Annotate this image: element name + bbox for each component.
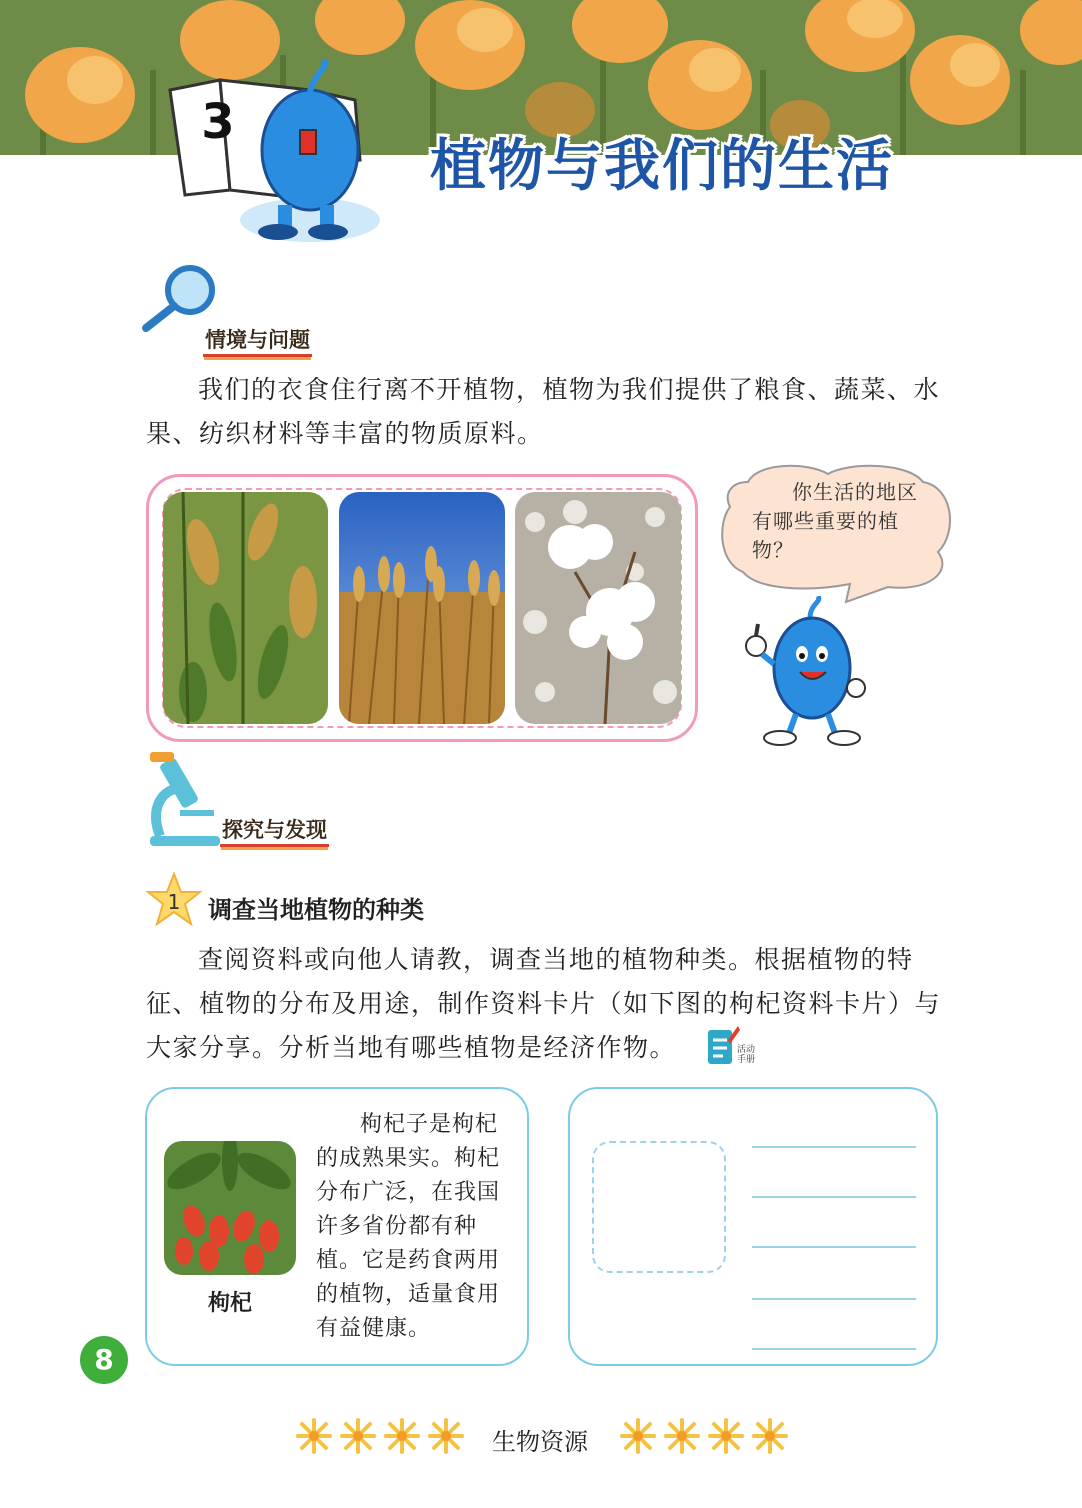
wheat-photo bbox=[339, 492, 505, 724]
intro-paragraph: 我们的衣食住行离不开植物，植物为我们提供了粮食、蔬菜、水果、纺织材料等丰富的物质原料。 bbox=[146, 375, 941, 448]
section-label-explore: 探究与发现 bbox=[220, 814, 329, 847]
speech-bubble-text: 你生活的地区有哪些重要的植物？ bbox=[752, 480, 918, 562]
chapter-number: 3 bbox=[201, 94, 235, 150]
blank-writing-line bbox=[752, 1196, 916, 1198]
flower-icon bbox=[340, 1418, 376, 1454]
section-label-context: 情境与问题 bbox=[203, 324, 312, 357]
blank-writing-line bbox=[752, 1146, 916, 1148]
flower-icon bbox=[664, 1418, 700, 1454]
flower-icon bbox=[384, 1418, 420, 1454]
book-title: 生物资源 bbox=[492, 1428, 588, 1456]
blank-writing-line bbox=[752, 1298, 916, 1300]
mascot-pointing-icon bbox=[740, 596, 870, 748]
chapter-title: 植物与我们的生活 bbox=[430, 134, 894, 199]
cotton-photo bbox=[515, 492, 681, 724]
blank-photo-placeholder bbox=[592, 1141, 726, 1273]
soybean-photo bbox=[163, 492, 328, 724]
goji-caption: 枸杞 bbox=[207, 1291, 252, 1316]
microscope-icon bbox=[140, 750, 230, 850]
activity-handbook-label: 活动手册 bbox=[737, 1045, 756, 1065]
activity-handbook-icon[interactable] bbox=[706, 1022, 740, 1066]
flower-icon bbox=[428, 1418, 464, 1454]
goji-description: 枸杞子是枸杞的成熟果实。枸杞分布广泛，在我国许多省份都有种植。它是药食两用的植物，适量食用有益健康。 bbox=[316, 1112, 501, 1341]
goji-photo bbox=[164, 1141, 296, 1275]
task-paragraph: 查阅资料或向他人请教，调查当地的植物种类。根据植物的特征、植物的分布及用途，制作资料卡片（如下图的枸杞资料卡片）与大家分享。分析当地有哪些植物是经济作物。 bbox=[146, 945, 942, 1062]
blank-writing-line bbox=[752, 1348, 916, 1350]
task-number: 1 bbox=[167, 890, 181, 914]
flower-icon bbox=[752, 1418, 788, 1454]
task-title: 调查当地植物的种类 bbox=[208, 896, 424, 924]
flower-icon bbox=[296, 1418, 332, 1454]
page-number: 8 bbox=[80, 1336, 128, 1384]
mascot-reading-icon bbox=[160, 60, 390, 250]
flower-icon bbox=[620, 1418, 656, 1454]
blank-writing-line bbox=[752, 1246, 916, 1248]
flower-icon bbox=[708, 1418, 744, 1454]
